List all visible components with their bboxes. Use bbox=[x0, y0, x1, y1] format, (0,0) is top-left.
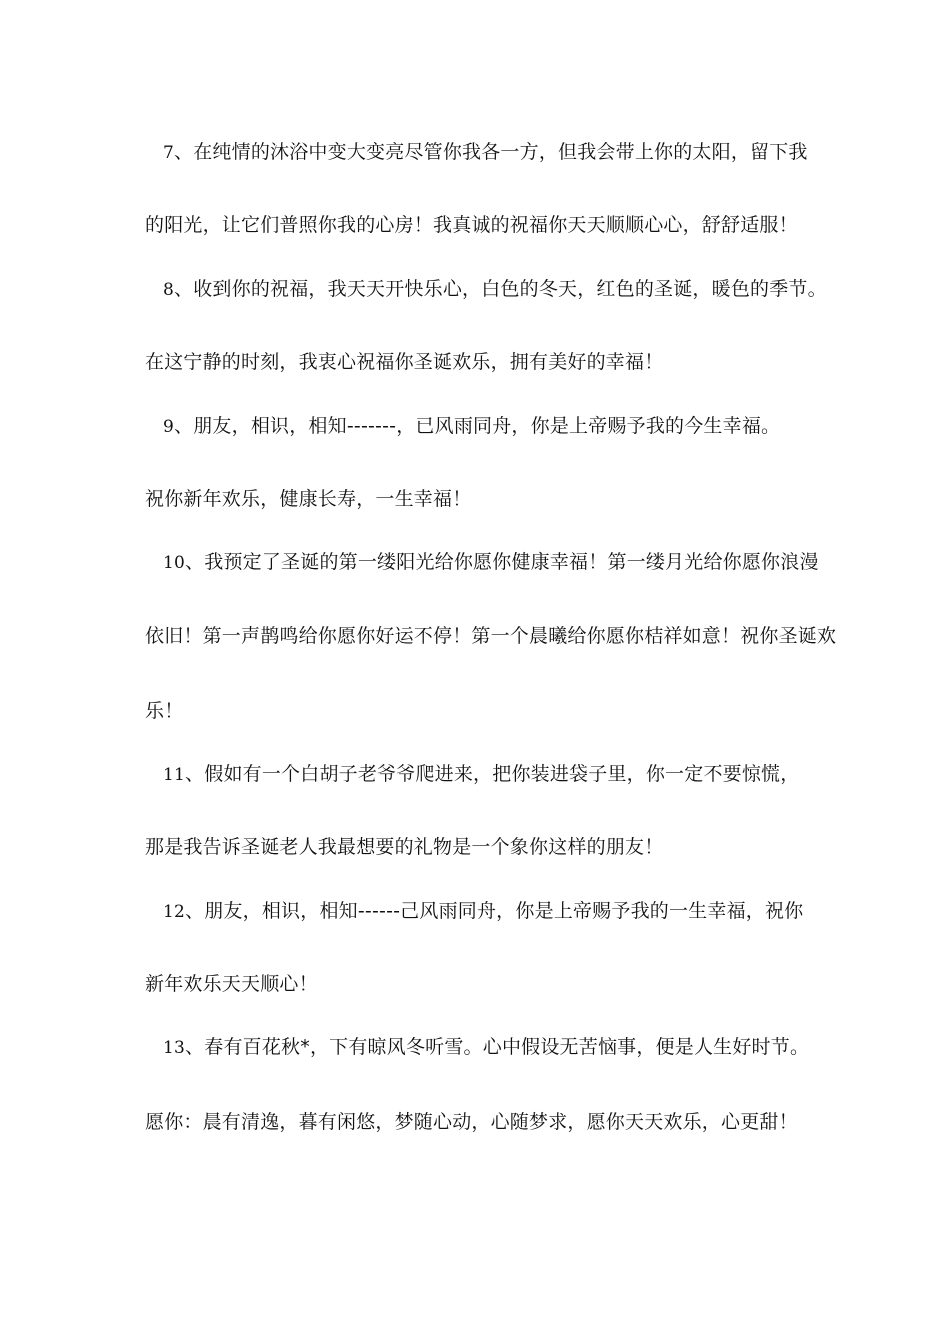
paragraph-number: 12 bbox=[163, 902, 186, 922]
paragraph-8-line-1 bbox=[163, 276, 853, 303]
paragraph-text: 、春有百花秋*，下有晾风冬听雪。心中假设无苦恼事，便是人生好时节。 bbox=[185, 1036, 810, 1058]
paragraph-10-line-1 bbox=[163, 549, 853, 576]
paragraph-10-line-3: 乐！ bbox=[145, 700, 184, 722]
paragraph-10-line-2: 依旧！第一声鹊鸣给你愿你好运不停！第一个晨曦给你愿你桔祥如意！祝你圣诞欢 bbox=[145, 625, 837, 647]
paragraph-number: 10 bbox=[163, 553, 186, 573]
paragraph-7-line-2: 的阳光，让它们普照你我的心房！我真诚的祝福你天天顺顺心心，舒舒适服！ bbox=[145, 214, 798, 236]
paragraph-text: 、朋友，相识，相知-------，已风雨同舟，你是上帝赐予我的今生幸福。 bbox=[174, 415, 781, 437]
paragraph-number: 8 bbox=[163, 280, 175, 300]
paragraph-text: 、收到你的祝福，我天天开快乐心，白色的冬天，红色的圣诞，暖色的季节。 bbox=[174, 278, 827, 300]
paragraph-text: 、我预定了圣诞的第一缕阳光给你愿你健康幸福！第一缕月光给你愿你浪漫 bbox=[185, 551, 819, 573]
paragraph-number: 11 bbox=[163, 765, 186, 785]
paragraph-number: 13 bbox=[163, 1038, 186, 1058]
paragraph-12-line-1 bbox=[163, 898, 853, 925]
paragraph-9-line-1 bbox=[163, 413, 853, 440]
paragraph-text: 、朋友，相识，相知------己风雨同舟，你是上帝赐予我的一生幸福，祝你 bbox=[185, 900, 804, 922]
paragraph-13-line-2: 愿你：晨有清逸，暮有闲悠，梦随心动，心随梦求，愿你天天欢乐，心更甜！ bbox=[145, 1111, 798, 1133]
paragraph-9-line-2: 祝你新年欢乐，健康长寿，一生幸福！ bbox=[145, 488, 472, 510]
paragraph-13-line-1 bbox=[163, 1034, 853, 1061]
paragraph-number: 7 bbox=[163, 143, 175, 163]
paragraph-7-line-1 bbox=[163, 139, 853, 166]
paragraph-11-line-1 bbox=[163, 761, 853, 788]
paragraph-text: 、在纯情的沐浴中变大变亮尽管你我各一方，但我会带上你的太阳，留下我 bbox=[174, 141, 808, 163]
paragraph-12-line-2: 新年欢乐天天顺心！ bbox=[145, 973, 318, 995]
paragraph-number: 9 bbox=[163, 417, 175, 437]
paragraph-text: 、假如有一个白胡子老爷爷爬进来，把你装进袋子里，你一定不要惊慌， bbox=[185, 763, 800, 785]
paragraph-8-line-2: 在这宁静的时刻，我衷心祝福你圣诞欢乐，拥有美好的幸福！ bbox=[145, 351, 664, 373]
paragraph-11-line-2: 那是我告诉圣诞老人我最想要的礼物是一个象你这样的朋友！ bbox=[145, 836, 664, 858]
